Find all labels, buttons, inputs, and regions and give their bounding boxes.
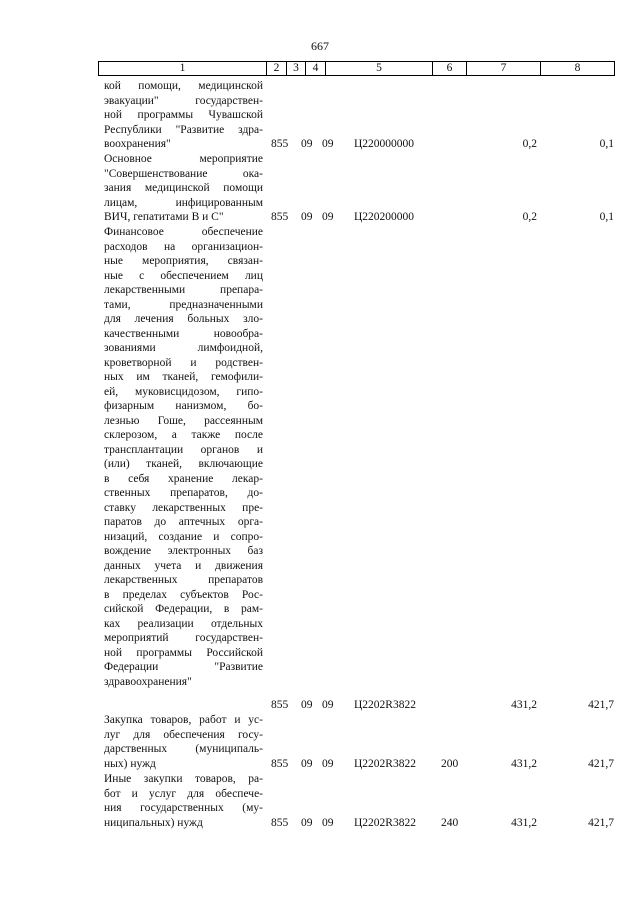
cell-cs: Ц2202R3822 bbox=[354, 817, 416, 829]
column-header: 1 bbox=[99, 62, 267, 76]
row-text-line: ниципальных) нужд bbox=[104, 816, 203, 829]
column-header: 4 bbox=[306, 62, 326, 76]
row-text-line: качественными новообра- bbox=[104, 327, 263, 340]
row-text-line: ные мероприятия, связан- bbox=[104, 255, 263, 267]
cell-pr: 09 bbox=[322, 817, 334, 829]
cell-pr: 09 bbox=[322, 758, 334, 770]
cell-rz: 09 bbox=[301, 817, 313, 829]
cell-rz: 09 bbox=[301, 699, 313, 711]
cell-value-2: 421,7 bbox=[588, 817, 614, 829]
row-text-line: зованиями лимфоидной, bbox=[104, 342, 263, 354]
cell-rz: 09 bbox=[301, 758, 313, 770]
column-header: 5 bbox=[326, 62, 433, 76]
cell-vr: 240 bbox=[441, 817, 459, 829]
cell-value-2: 421,7 bbox=[588, 758, 614, 770]
row-text-line: паратов до аптечных орга- bbox=[104, 516, 263, 528]
cell-cs: Ц220000000 bbox=[354, 138, 415, 150]
cell-pr: 09 bbox=[322, 138, 334, 150]
row-text-line: луг для обеспечения госу- bbox=[104, 728, 263, 741]
row-text-line: (или) тканей, включающие bbox=[104, 458, 263, 470]
row-text-line: зания медицинской помощи bbox=[104, 182, 263, 194]
row-text-line: ной программы Российской bbox=[104, 646, 263, 659]
row-text-line: физарным нанизмом, бо- bbox=[104, 400, 263, 412]
cell-rz: 09 bbox=[301, 138, 313, 150]
cell-gr: 855 bbox=[271, 699, 289, 711]
cell-value-2: 0,1 bbox=[599, 138, 614, 150]
row-text-line: низаций, создание и сопро- bbox=[104, 530, 263, 543]
cell-value-1: 431,2 bbox=[511, 758, 537, 770]
row-text-line: расходов на организацион- bbox=[104, 240, 263, 253]
cell-cs: Ц2202R3822 bbox=[354, 699, 416, 711]
row-text-line: ной программы Чувашской bbox=[104, 109, 263, 121]
row-description bbox=[104, 225, 263, 689]
row-text-line: данных учета и движения bbox=[104, 559, 263, 572]
row-description bbox=[104, 152, 263, 225]
row-text-line: ные с обеспечением лиц bbox=[104, 269, 263, 282]
cell-gr: 855 bbox=[271, 138, 289, 150]
cell-rz: 09 bbox=[301, 211, 313, 223]
column-header: 8 bbox=[541, 62, 615, 76]
cell-pr: 09 bbox=[322, 211, 334, 223]
row-text-line: ВИЧ, гепатитами В и С" bbox=[104, 211, 224, 223]
row-text-line: в себя хранение лекар- bbox=[104, 472, 263, 485]
row-text-line: лезнью Гоше, рассеянным bbox=[104, 414, 263, 427]
row-text-line: тами, предназначенными bbox=[104, 298, 263, 311]
row-text-line: "Совершенствование ока- bbox=[104, 167, 263, 180]
row-text-line: бот и услуг для обеспече- bbox=[104, 787, 263, 800]
row-text-line: эвакуации" государствен- bbox=[104, 94, 263, 107]
row-description bbox=[104, 79, 263, 152]
cell-value-2: 421,7 bbox=[588, 699, 614, 711]
row-text-line: Основное мероприятие bbox=[104, 153, 263, 165]
row-text-line: Федерации "Развитие bbox=[104, 661, 263, 673]
row-text-line: ственных препаратов, до- bbox=[104, 487, 263, 499]
cell-value-1: 0,2 bbox=[522, 138, 537, 150]
row-text-line: кроветворной и родствен- bbox=[104, 356, 263, 369]
row-text-line: лекарственными препара- bbox=[104, 284, 263, 296]
row-text-line: дарственных (муниципаль- bbox=[104, 743, 263, 755]
cell-value-1: 431,2 bbox=[511, 699, 537, 711]
cell-vr: 200 bbox=[441, 758, 459, 770]
row-text-line: Финансовое обеспечение bbox=[104, 226, 263, 238]
cell-pr: 09 bbox=[322, 699, 334, 711]
row-text-line: ей, муковисцидозом, гипо- bbox=[104, 385, 263, 398]
cell-cs: Ц220200000 bbox=[354, 211, 415, 223]
row-text-line: ставку лекарственных пре- bbox=[104, 501, 263, 514]
row-text-line: ных им тканей, гемофили- bbox=[104, 371, 263, 383]
column-header: 7 bbox=[467, 62, 541, 76]
row-description bbox=[104, 772, 263, 830]
column-header-row bbox=[99, 62, 615, 76]
column-header: 6 bbox=[433, 62, 467, 76]
row-text-line: для лечения больных зло- bbox=[104, 313, 263, 325]
cell-value-1: 0,2 bbox=[522, 211, 537, 223]
row-text-line: здравоохранения" bbox=[104, 675, 192, 688]
row-text-line: воохранения" bbox=[104, 138, 171, 150]
row-text-line: ках реализации отдельных bbox=[104, 617, 263, 630]
row-text-line: лицам, инфицированным bbox=[104, 196, 263, 209]
cell-value-2: 0,1 bbox=[599, 211, 614, 223]
column-header-table bbox=[98, 61, 615, 76]
column-header: 2 bbox=[267, 62, 287, 76]
row-text-line: Иные закупки товаров, ра- bbox=[104, 773, 263, 785]
row-text-line: вождение электронных баз bbox=[104, 545, 263, 557]
row-text-line: в пределах субъектов Рос- bbox=[104, 588, 263, 601]
row-description bbox=[104, 713, 263, 771]
row-text-line: трансплантации органов и bbox=[104, 443, 263, 456]
cell-value-1: 431,2 bbox=[511, 817, 537, 829]
page-number: 667 bbox=[311, 39, 329, 53]
row-text-line: Закупка товаров, работ и ус- bbox=[104, 714, 263, 726]
cell-cs: Ц2202R3822 bbox=[354, 758, 416, 770]
row-text-line: лекарственных препаратов bbox=[104, 574, 263, 586]
row-text-line: сийской Федерации, в рам- bbox=[104, 603, 263, 615]
row-text-line: склерозом, а также после bbox=[104, 429, 263, 441]
column-header: 3 bbox=[287, 62, 306, 76]
row-text-line: мероприятий государствен- bbox=[104, 632, 263, 644]
row-text-line: кой помощи, медицинской bbox=[104, 80, 263, 92]
cell-gr: 855 bbox=[271, 817, 289, 829]
row-text-line: ных) нужд bbox=[104, 757, 156, 770]
cell-gr: 855 bbox=[271, 211, 289, 223]
cell-gr: 855 bbox=[271, 758, 289, 770]
row-text-line: ния государственных (му- bbox=[104, 802, 263, 814]
row-text-line: Республики "Развитие здра- bbox=[104, 123, 263, 136]
